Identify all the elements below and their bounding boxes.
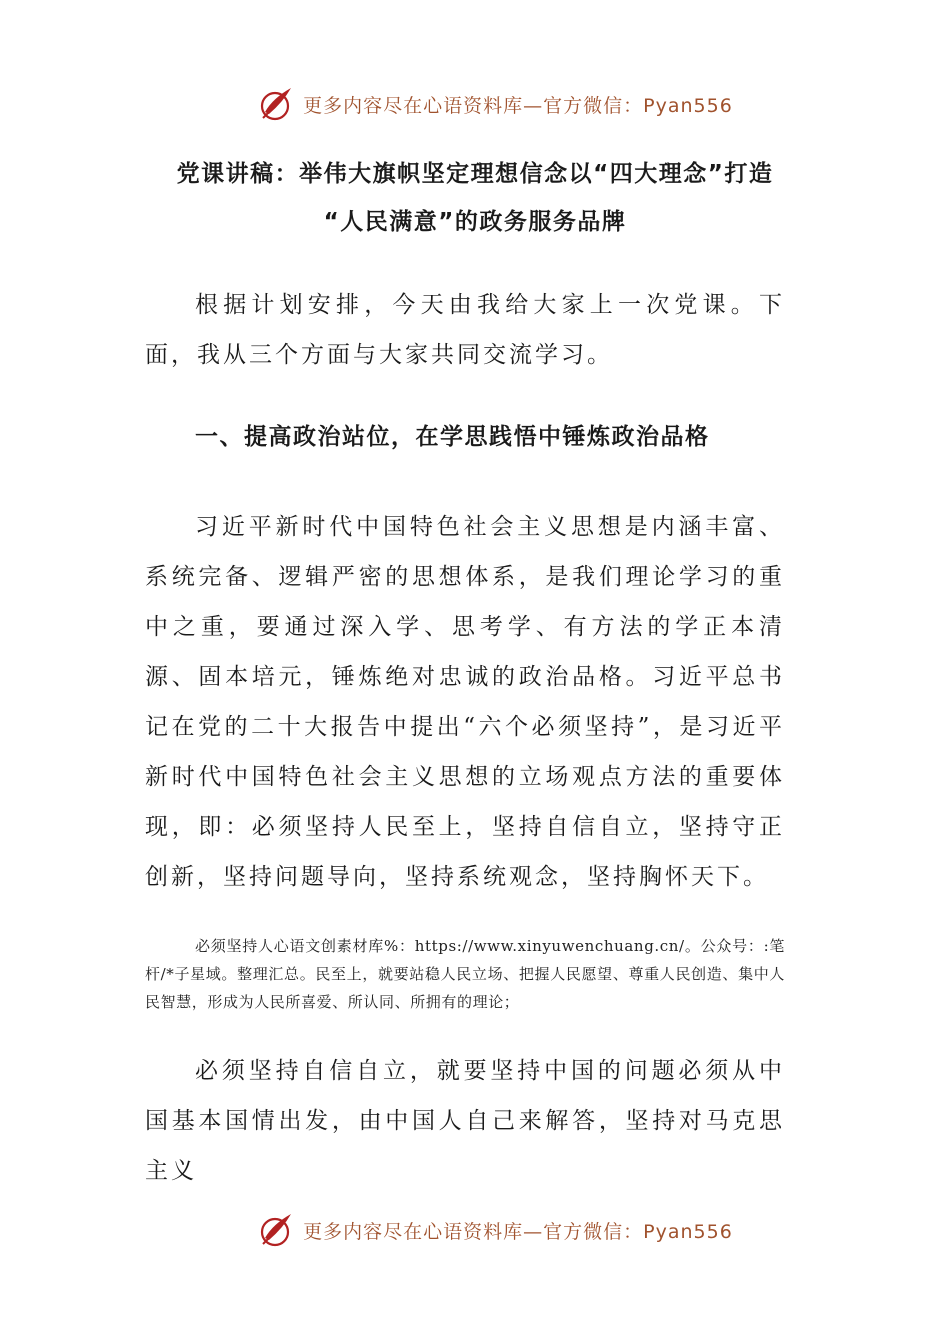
section-1-heading: 一、提高政治站位，在学思践悟中锤炼政治品格 xyxy=(195,424,710,450)
section-1-paragraph: 习近平新时代中国特色社会主义思想是内涵丰富、系统完备、逻辑严密的思想体系，是我们理论学习的重中之重，要通过深入学、思考学、有方法的学正本清源、固本培元，锤炼绝对忠诚的政治品格。习近平总书记在党的二十大报告中提出“六个必须坚持”，是习近平新时代中国特色社会主义思想的立场观点方法的重要体现，即：必须坚持人民至上，坚持自信自立，坚持守正创新，坚持问题导向，坚持系统观念，坚持胸怀天下。 xyxy=(145,514,785,890)
intro-paragraph: 根据计划安排，今天由我给大家上一次党课。下面，我从三个方面与大家共同交流学习。 xyxy=(145,292,785,368)
document-title xyxy=(145,150,805,246)
quill-logo-icon xyxy=(257,1210,297,1250)
title-line-1: 党课讲稿：举伟大旗帜坚定理想信念以“四大理念”打造 xyxy=(176,161,774,187)
banner-handle: Pyan556 xyxy=(643,1220,733,1243)
banner-text: 更多内容尽在心语资料库—官方微信： xyxy=(303,94,644,117)
quill-logo-icon xyxy=(257,84,297,124)
footer-watermark-banner xyxy=(0,1208,950,1252)
banner-text: 更多内容尽在心语资料库—官方微信： xyxy=(303,1220,644,1243)
title-line-2: “人民满意”的政务服务品牌 xyxy=(323,209,627,235)
source-note: 必须坚持人心语文创素材库%：https://www.xinyuwenchuang.cn/。公众号：:笔杆/*子星域。整理汇总。民至上，就要站稳人民立场、把握人民愿望、尊重人民创造、集中人民智慧，形成为人民所喜爱、所认同、所拥有的理论； xyxy=(145,937,785,1011)
banner-handle: Pyan556 xyxy=(643,94,733,117)
header-watermark-banner xyxy=(0,82,950,126)
section-1-paragraph-2: 必须坚持自信自立，就要坚持中国的问题必须从中国基本国情出发，由中国人自己来解答，坚持对马克思主义 xyxy=(145,1058,785,1184)
